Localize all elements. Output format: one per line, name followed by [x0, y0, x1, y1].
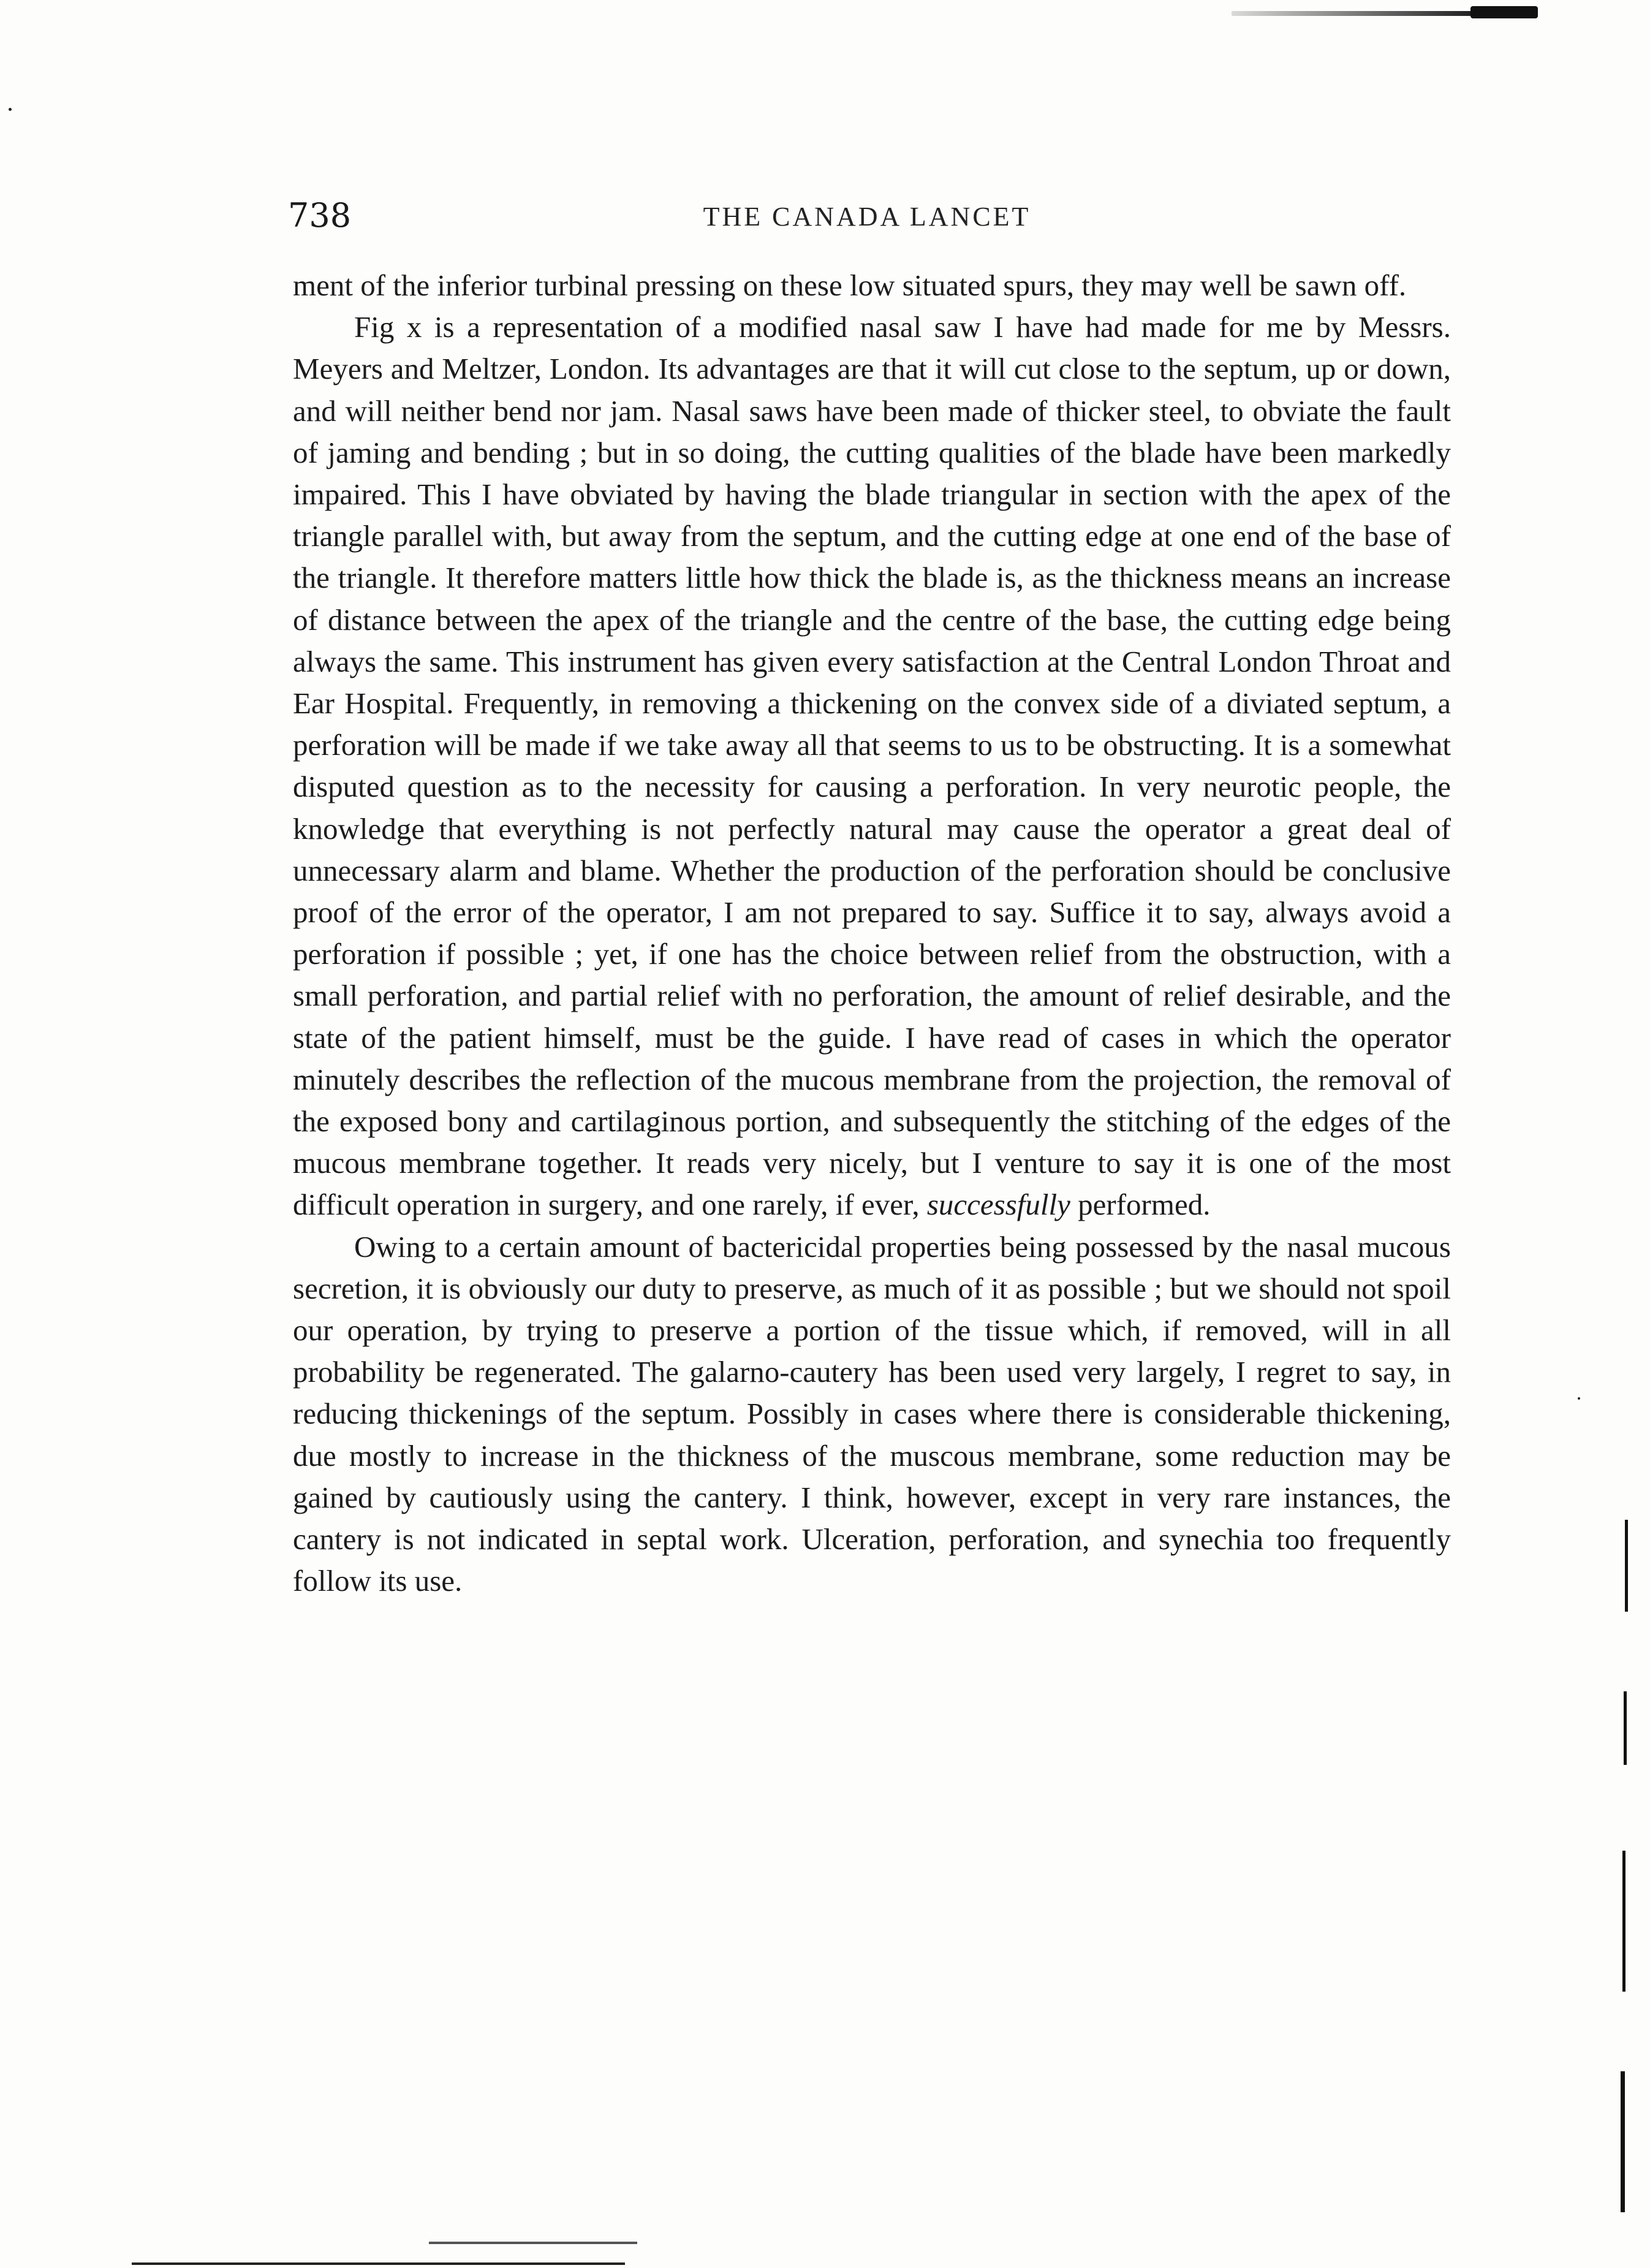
bottom-edge-dash [429, 2242, 637, 2244]
page-number: 738 [288, 196, 352, 235]
paragraph-continuation: ment of the inferior turbinal pressing on these low situated spurs, they may well be sawn off. [293, 268, 1407, 302]
paragraph-text: Fig x is a representation of a modified nasal saw I have had made for me by Messrs. Meyers and Meltzer, London. Its advantages are that it will cut close to the septum, up or down, and will neither bend nor jam. Nasal saws have been made of thicker steel, to obviate the fault of jaming and bending ; but in so doing, the cutting qualities of the blade have been markedly impaired. This I have obviated by having the blade triangular in section with the apex of the triangle parallel with, but away from the septum, and the cutting edge at one end of the base of the triangle. It therefore matters little how thick the blade is, as the thickness means an increase of distance between the apex of the triangle and the centre of the base, the cutting edge being always the same. This instrument has given every satisfaction at the Central London Throat and Ear Hospital. Frequently, in removing a thickening on the convex side of a diviated septum, a perforation will be made if we take away all that seems to us to be obstructing. It is a somewhat disputed question as to the necessity for causing a perforation. In very neurotic people, the knowledge that everything is not perfectly natural may cause the operator a great deal of unnecessary alarm and blame. Whether the production of the perforation should be conclusive proof of the error of the operator, I am not prepared to say. Suffice it to say, always avoid a perforation if possible ; yet, if one has the choice between relief from the obstruction, with a small perforation, and partial relief with no perforation, the amount of relief desirable, and the state of the patient himself, must be the guide. I have read of cases in which the operator minutely describes the reflection of the mucous membrane from the projection, the removal of the exposed bony and cartilaginous portion, and subsequently the stitching of the edges of the mucous membrane together. It reads very nicely, but I venture to say it is one of the most difficult operation in surgery, and one rarely, if ever, [293, 310, 1451, 1222]
margin-binding-mark [1622, 1851, 1625, 1992]
paragraph-tail: performed. [1070, 1188, 1211, 1222]
bottom-edge-rule [132, 2262, 625, 2265]
top-edge-mark [1470, 6, 1538, 18]
page-header [282, 196, 1452, 251]
margin-binding-mark [1621, 2071, 1625, 2212]
margin-binding-mark [1625, 1520, 1628, 1612]
running-head: THE CANADA LANCET [703, 202, 1031, 232]
margin-speck [1578, 1397, 1580, 1400]
paragraph-nasal-saw [293, 306, 1451, 1226]
margin-speck [9, 108, 12, 111]
paragraph-cautery: Owing to a certain amount of bactericidal properties being possessed by the nasal mucous secretion, it is obviously our duty to preserve, as much of it as possible ; but we should not spoil our operation, by trying to preserve a portion of the tissue which, if removed, will in all probability be regenerated. The galarno-cautery has been used very largely, I regret to say, in reducing thickenings of the septum. Possibly in cases where there is considerable thickening, due mostly to increase in the thickness of the muscous membrane, some reduction may be gained by cautiously using the cantery. I think, however, except in very rare instances, the cantery is not indicated in septal work. Ulceration, perforation, and synechia too frequently follow its use. [293, 1229, 1451, 1598]
margin-binding-mark [1624, 1691, 1627, 1765]
emphasis-successfully: successfully [926, 1188, 1070, 1222]
article-body [293, 265, 1451, 1602]
